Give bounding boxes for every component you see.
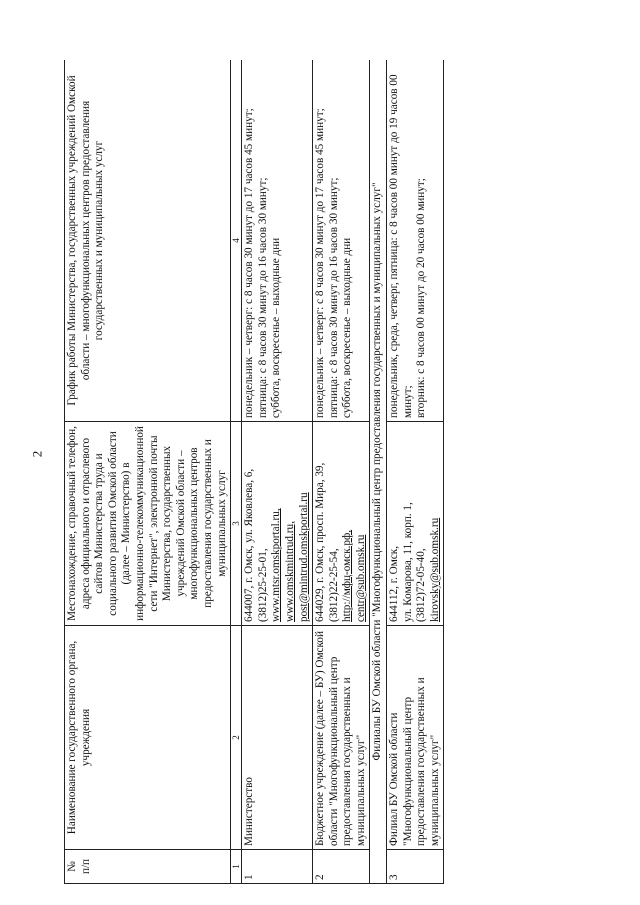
header-contact: Местонахождение, справочный телефон, адреса официального и отраслевого сайтов Министерства труда и социального развития Омской области (далее – Министерство) в информационно-телекоммуникационной сети "Интернет", электронной почты Министерства, государственных учреждений Омской области – многофункциональных центров предоставления государственных и муниципальных услуг: [65, 422, 231, 626]
work-hours: понедельник – четверг: с 8 часов 30 минут до 17 часов 45 минут; пятница: с 8 часов 30 минут до 16 часов 30 минут; суббота, воскресенье – выходные дни: [313, 60, 370, 422]
row-number: 3: [387, 850, 444, 884]
table-row: [242, 60, 313, 884]
email-link[interactable]: kirovsky@sub.omsk.ru: [428, 517, 441, 622]
header-hours: График работы Министерства, государственных учреждений Омской области – многофункциональных центров предоставления государственных и муниципальных услуг: [65, 60, 231, 422]
column-number-row: [231, 60, 242, 884]
column-number: 1: [231, 850, 242, 884]
contact-info: 644007, г. Омск, ул. Яковлева, 6, (3812)25-25-01, www.mtsr.omskportal.ru, www.omskmintrud.ru, post@mintrud.omskportal.ru: [242, 422, 313, 626]
contacts-table: [64, 60, 444, 884]
column-number: 3: [231, 422, 242, 626]
section-title: Филиалы БУ Омской области "Многофункциональный центр предоставления государственных и муниципальных услуг": [370, 60, 387, 884]
header-name: Наименование государственного органа, учреждения: [65, 626, 231, 850]
rotated-table-area: [64, 60, 526, 884]
contact-info: 644112, г. Омск, ул. Комарова, 11, корп. 1, (3812)72-05-40, kirovsky@sub.omsk.ru: [387, 422, 444, 626]
column-number: 4: [231, 60, 242, 422]
organization-name: Бюджетное учреждение (далее – БУ) Омской области "Многофункциональный центр предоставления государственных и муниципальных услуг": [313, 626, 370, 850]
website-link[interactable]: http://мфц-омск.рф,: [341, 529, 354, 622]
organization-name: Филиал БУ Омской области "Многофункциональный центр предоставления государственных и муниципальных услуг": [387, 626, 444, 850]
section-header-row: [370, 60, 387, 884]
website-link[interactable]: www.omskmintrud.ru,: [283, 521, 296, 622]
header-no: № п/п: [65, 850, 231, 884]
header-row: [65, 60, 231, 884]
work-hours: понедельник, среда, четверг, пятница: с 8 часов 00 минут до 19 часов 00 минут; вторник: с 8 часов 00 минут до 20 часов 00 минут;: [387, 60, 444, 422]
contact-info: 644029, г. Омск, просп. Мира, 39, (3812)22-25-54, http://мфц-омск.рф, centr@sub.omsk.ru: [313, 422, 370, 626]
email-link[interactable]: centr@sub.omsk.ru: [354, 534, 367, 622]
table-row: [313, 60, 370, 884]
page-number: 2: [29, 450, 45, 458]
organization-name: Министерство: [242, 626, 313, 850]
column-number: 2: [231, 626, 242, 850]
table-row: [387, 60, 444, 884]
website-link[interactable]: www.mtsr.omskportal.ru,: [270, 508, 283, 622]
rotated-page-content: [64, 60, 526, 884]
email-link[interactable]: post@mintrud.omskportal.ru: [297, 492, 310, 622]
work-hours: понедельник – четверг: с 8 часов 30 минут до 17 часов 45 минут; пятница: с 8 часов 30 минут до 16 часов 30 минут; суббота, воскресенье – выходные дни: [242, 60, 313, 422]
row-number: 1: [242, 850, 313, 884]
row-number: 2: [313, 850, 370, 884]
